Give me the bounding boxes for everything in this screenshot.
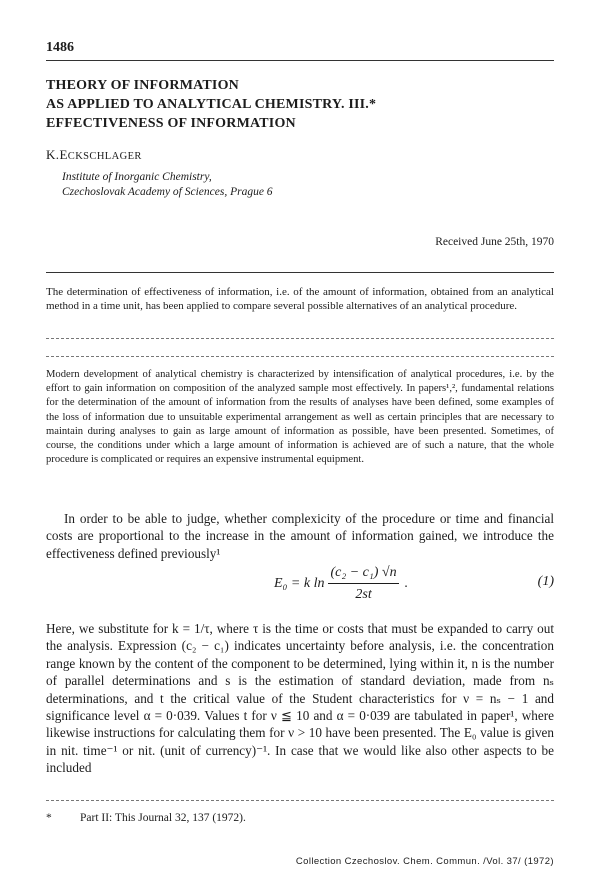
equation-body [274,562,408,606]
header-rule [46,60,554,61]
equation-numerator: (c₂ − c₁) √n [328,565,398,584]
affiliation [62,170,273,200]
paragraph-2: Here, we substitute for k = 1/τ, where τ is the time or costs that must be expanded to carry out the analysis. Expression (c₂ − c₁) indicates uncertainty before analysis, i.e. the concentration range known by the content of the component to be determined, lying within it, n is the number of parallel determinations and s is the estimation of standard deviation, made from nₛ determinations, and t the critical value of the Student characteristics for ν = nₛ − 1 and significance level α = 0·039. Values t for ν ≦ 10 and α = 0·039 are tabulated in paper¹, where likewise instructions for calculating them for ν > 10 have been presented. The E₀ value is given in nit. time⁻¹ or nit. (unit of currency)⁻¹. In case that we would like also other aspects to be included [46,621,554,776]
intro-rule [46,356,554,357]
journal-footer: Collection Czechoslov. Chem. Commun. /Vol. 37/ (1972) [295,856,554,867]
title-line-2: AS APPLIED TO ANALYTICAL CHEMISTRY. III.* [46,97,377,112]
paragraph-1: In order to be able to judge, whether complexicity of the procedure or time and financial costs are proportional to the increase in the amount of information gained, we introduce the effectiveness defined previously¹ [46,511,554,561]
article-title [46,76,554,133]
intro-paragraph: Modern development of analytical chemistry is characterized by intensification of analytical procedures, i.e. by the effort to gain information on composition of the analyzed sample most effectively. In papers¹,², fundamental relations for the determination of the amount of information from the results of analyses have been defined, some examples of the loss of information due to unsuitable experimental arrangement as well as certain principles that are necessary to maintain during analyses to gain as large amount of information as possible, have been presented. Sometimes, of course, the conditions under which a large amount of information is achieved are of such a nature, that the whole procedure is complicated or requires an expensive instrumental equipment. [46,369,554,466]
received-date: Received June 25th, 1970 [435,236,554,248]
equation-trailing: . [404,576,409,591]
footnote-rule [46,800,554,801]
footnote-mark: * [46,812,52,824]
author-initial: K. [46,147,60,162]
author-first-cap: E [59,147,68,162]
affiliation-line-1: Institute of Inorganic Chemistry, [62,171,212,183]
equation-denominator: 2st [355,587,372,602]
abstract-top-rule [46,272,554,273]
author-name [46,147,142,163]
abstract-text: The determination of effectiveness of information, i.e. of the amount of information, obtained from an analytical method in a time unit, has been applied to compare several possible alternatives of an analytical procedure. [46,286,554,312]
equation-number: (1) [537,574,554,589]
abstract [46,285,554,313]
equation-fraction [328,565,398,603]
affiliation-line-2: Czechoslovak Academy of Sciences, Prague 6 [62,186,273,198]
main-text-bottom [46,620,554,777]
page-number: 1486 [46,40,74,55]
equation-lhs: E₀ = k ln [274,576,325,591]
main-text-top [46,510,554,562]
author-rest: CKSCHLAGER [67,151,142,162]
title-line-3: EFFECTIVENESS OF INFORMATION [46,116,296,131]
footnote [46,812,246,824]
equation-1 [46,562,554,606]
abstract-bottom-rule [46,338,554,339]
footnote-text: Part II: This Journal 32, 137 (1972). [80,812,246,824]
title-line-1: THEORY OF INFORMATION [46,78,239,93]
intro-text [46,368,554,467]
